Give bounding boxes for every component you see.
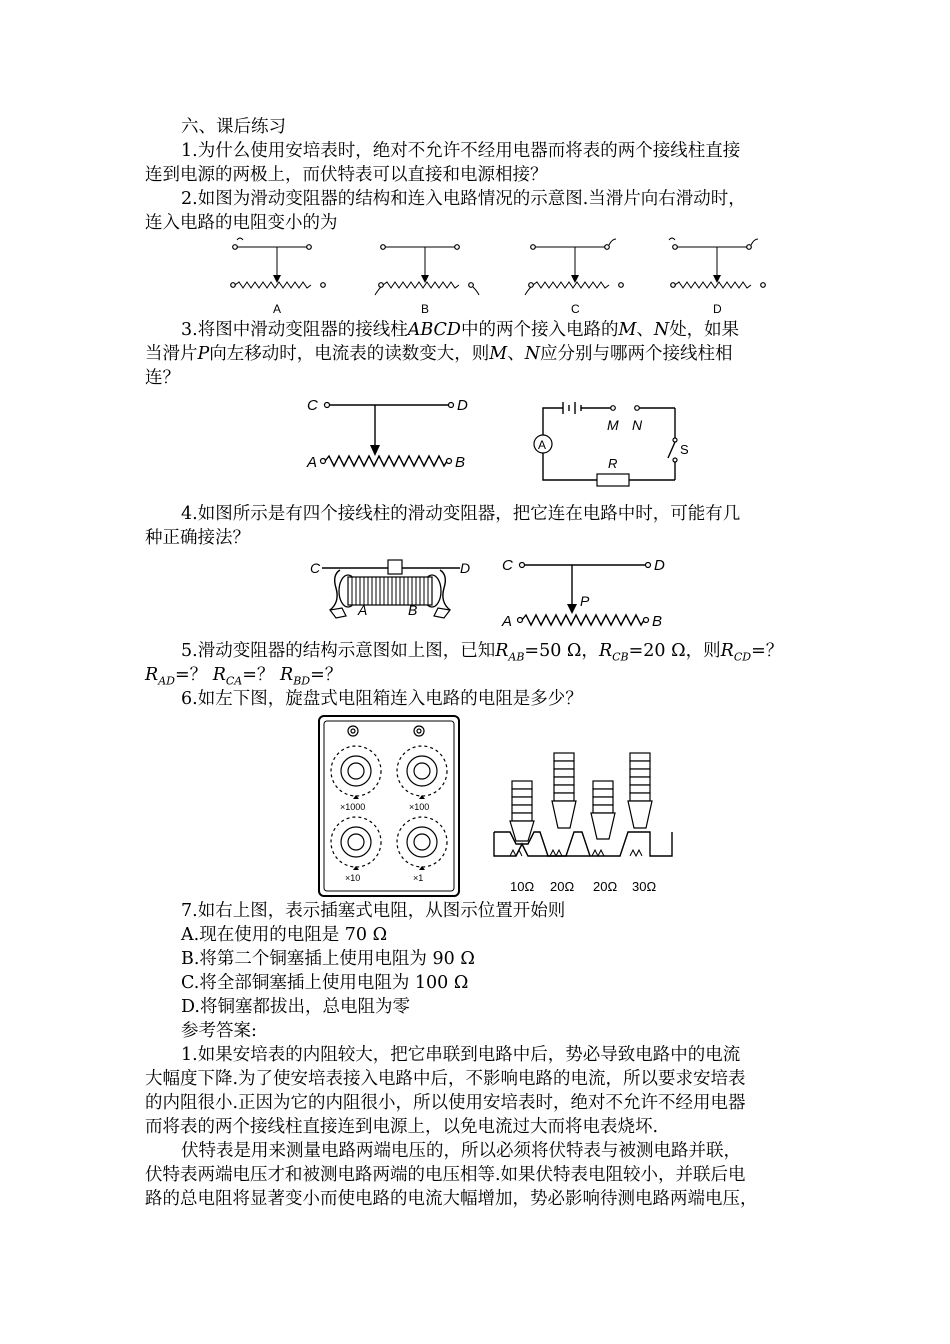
q6-dial-resistance-box [318,715,460,897]
answer1-line1: 1.如果安培表的内阻较大，把它串联到电路中后，势必导致电路中的电流 [181,1045,741,1065]
q4-schematic [500,552,675,632]
plug-value-1: 10Ω [510,879,535,894]
q4-photo-label-d: D [460,560,471,576]
q2-line2: 连入电路的电阻变小的为 [145,213,338,233]
answer2-line3: 路的总电阻将显著变小而使电路的电流大幅增加，势必影响待测电路两端电压， [145,1189,758,1209]
q4-schem-label-c: C [502,557,513,574]
q3-label-c: C [307,397,318,414]
q6-line1: 6.如左下图，旋盘式电阻箱连入电路的电阻是多少？ [181,689,583,709]
q1-line1: 1.为什么使用安培表时，绝对不允许不经用电器而将表的两个接线柱直接 [181,141,741,161]
q3-label-d: D [457,397,468,414]
plug-value-3: 20Ω [593,879,618,894]
q3-resistor-label: R [608,456,618,471]
q4-line2: 种正确接法？ [145,528,250,548]
plug-value-2: 20Ω [550,879,575,894]
q3-switch-label: S [680,442,689,457]
plug-4 [628,753,652,828]
q2-option-d-diagram [669,238,765,316]
plug-2 [552,753,576,828]
plug-3 [591,781,615,839]
section-title: 六、课后练习 [181,117,286,137]
q2-option-d-label: D [713,302,722,316]
q3-label-a: A [307,454,318,471]
dial-multiplier-1000: ×1000 [340,802,366,812]
q3-line2: 当滑片P向左移动时，电流表的读数变大，则M、N应分别与哪两个接线柱相 [145,344,733,364]
q4-rheostat-drawing [310,555,480,625]
plug-1 [510,781,534,841]
q3-label-m: M [607,417,619,433]
q2-option-c-label: C [571,302,580,316]
q3-line1: 3.将图中滑动变阻器的接线柱ABCD中的两个接入电路的M、N处，如果 [181,320,740,340]
dial-multiplier-10: ×10 [345,873,361,883]
q2-option-b-label: B [421,302,430,316]
dial-multiplier-1: ×1 [413,873,424,883]
q7-line1: 7.如右上图，表示插塞式电阻，从图示位置开始则 [181,901,566,921]
q7-option-a: A.现在使用的电阻是 70 Ω [181,925,388,945]
q3-line3: 连？ [145,368,180,388]
q3-rheostat-diagram [305,390,485,475]
q4-schem-label-p: P [580,593,590,609]
q2-line1: 2.如图为滑动变阻器的结构和连入电路情况的示意图.当滑片向右滑动时， [181,189,746,209]
q7-option-c: C.将全部铜塞插上使用电阻为 100 Ω [181,973,469,993]
answer1-line2: 大幅度下降.为了使安培表接入电路中后，不影响电路的电流，所以要求安培表 [145,1069,746,1089]
q1-line2: 连到电源的两极上，而伏特表可以直接和电源相接？ [145,165,548,185]
q7-plug-resistance-box [490,748,680,898]
answer2-line2: 伏特表两端电压才和被测电路两端的电压相等.如果伏特表电阻较小，并联后电 [145,1165,746,1185]
q2-option-a-label: A [273,302,282,316]
q7-option-b: B.将第二个铜塞插上使用电阻为 90 Ω [181,949,475,969]
dial-multiplier-100: ×100 [409,802,430,812]
q4-photo-label-c: C [310,560,321,576]
q3-circuit-diagram [525,400,700,490]
answer2-line1: 伏特表是用来测量电路两端电压的，所以必须将伏特表与被测电路并联， [181,1141,741,1161]
q2-option-c-diagram [525,239,623,316]
q2-option-b-diagram [375,245,479,316]
q5-line2: $R_{AD}=$？ $R_{CA}=$？ $R_{BD}=$？ [145,665,343,688]
q2-option-a-diagram [231,238,326,316]
q4-schem-label-b: B [652,613,663,630]
q4-photo-label-a: A [358,602,368,618]
q2-rheostat-options-figure [225,235,785,320]
q3-label-n: N [632,417,643,433]
q7-option-d: D.将铜塞都拔出，总电阻为零 [181,997,410,1017]
q5-line1: 5.滑动变阻器的结构示意图如上图，已知$R_{AB}=50$ Ω，$R_{CB}=20$ Ω，则$R_{CD}=$？ [181,641,784,664]
q4-photo-label-b: B [408,602,418,618]
plug-value-4: 30Ω [632,879,657,894]
q3-ammeter-label: A [538,438,547,452]
q3-label-b: B [455,454,466,471]
answer1-line4: 而将表的两个接线柱直接连到电源上，以免电流过大而将电表烧坏. [145,1117,659,1137]
answer1-line3: 的内阻很小.正因为它的内阻很小，所以使用安培表时，绝对不允许不经用电器 [145,1093,746,1113]
answers-title: 参考答案: [181,1021,257,1041]
q4-schem-label-d: D [654,557,665,574]
q4-schem-label-a: A [502,613,513,630]
q4-line1: 4.如图所示是有四个接线柱的滑动变阻器，把它连在电路中时，可能有几 [181,504,741,524]
